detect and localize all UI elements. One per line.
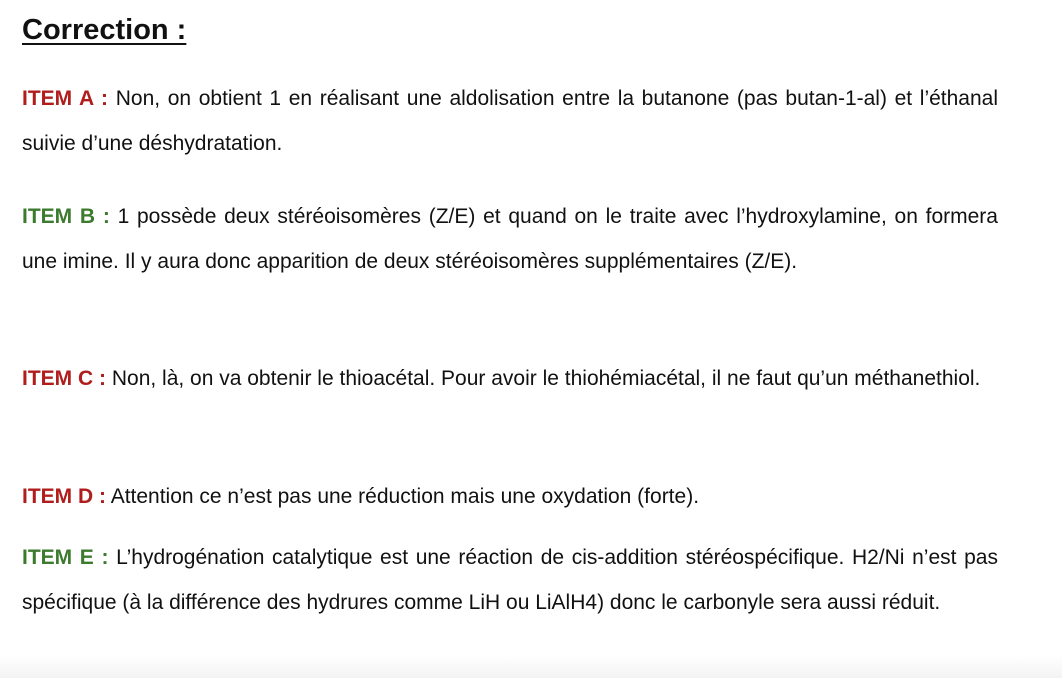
correction-item-e xyxy=(22,535,998,625)
item-b-label: ITEM B : xyxy=(22,205,110,228)
item-e-label: ITEM E : xyxy=(22,546,109,569)
correction-item-d xyxy=(22,474,998,519)
item-b-text: 1 possède deux stéréoisomères (Z/E) et quand on le traite avec l’hydroxylamine, on formera une imine. Il y aura donc apparition de deux stéréoisomères supplémentaires (Z/E). xyxy=(22,205,998,273)
correction-item-b xyxy=(22,194,998,284)
correction-item-a xyxy=(22,76,998,166)
item-a-text: Non, on obtient 1 en réalisant une aldolisation entre la butanone (pas butan-1-al) et l’éthanal suivie d’une déshydratation. xyxy=(22,87,998,155)
item-d-text: Attention ce n’est pas une réduction mais une oxydation (forte). xyxy=(110,485,700,508)
item-c-label: ITEM C : xyxy=(22,367,106,390)
item-a-label: ITEM A : xyxy=(22,87,109,110)
item-c-text: Non, là, on va obtenir le thioacétal. Pour avoir le thiohémiacétal, il ne faut qu’un méthanethiol. xyxy=(111,367,981,390)
page-title: Correction : xyxy=(22,14,187,46)
correction-item-c xyxy=(22,356,998,401)
item-d-label: ITEM D : xyxy=(22,485,106,508)
item-e-text: L’hydrogénation catalytique est une réaction de cis-addition stéréospécifique. H2/Ni n’est pas spécifique (à la différence des hydrures comme LiH ou LiAlH4) donc le carbonyle sera aussi réduit. xyxy=(22,546,998,614)
